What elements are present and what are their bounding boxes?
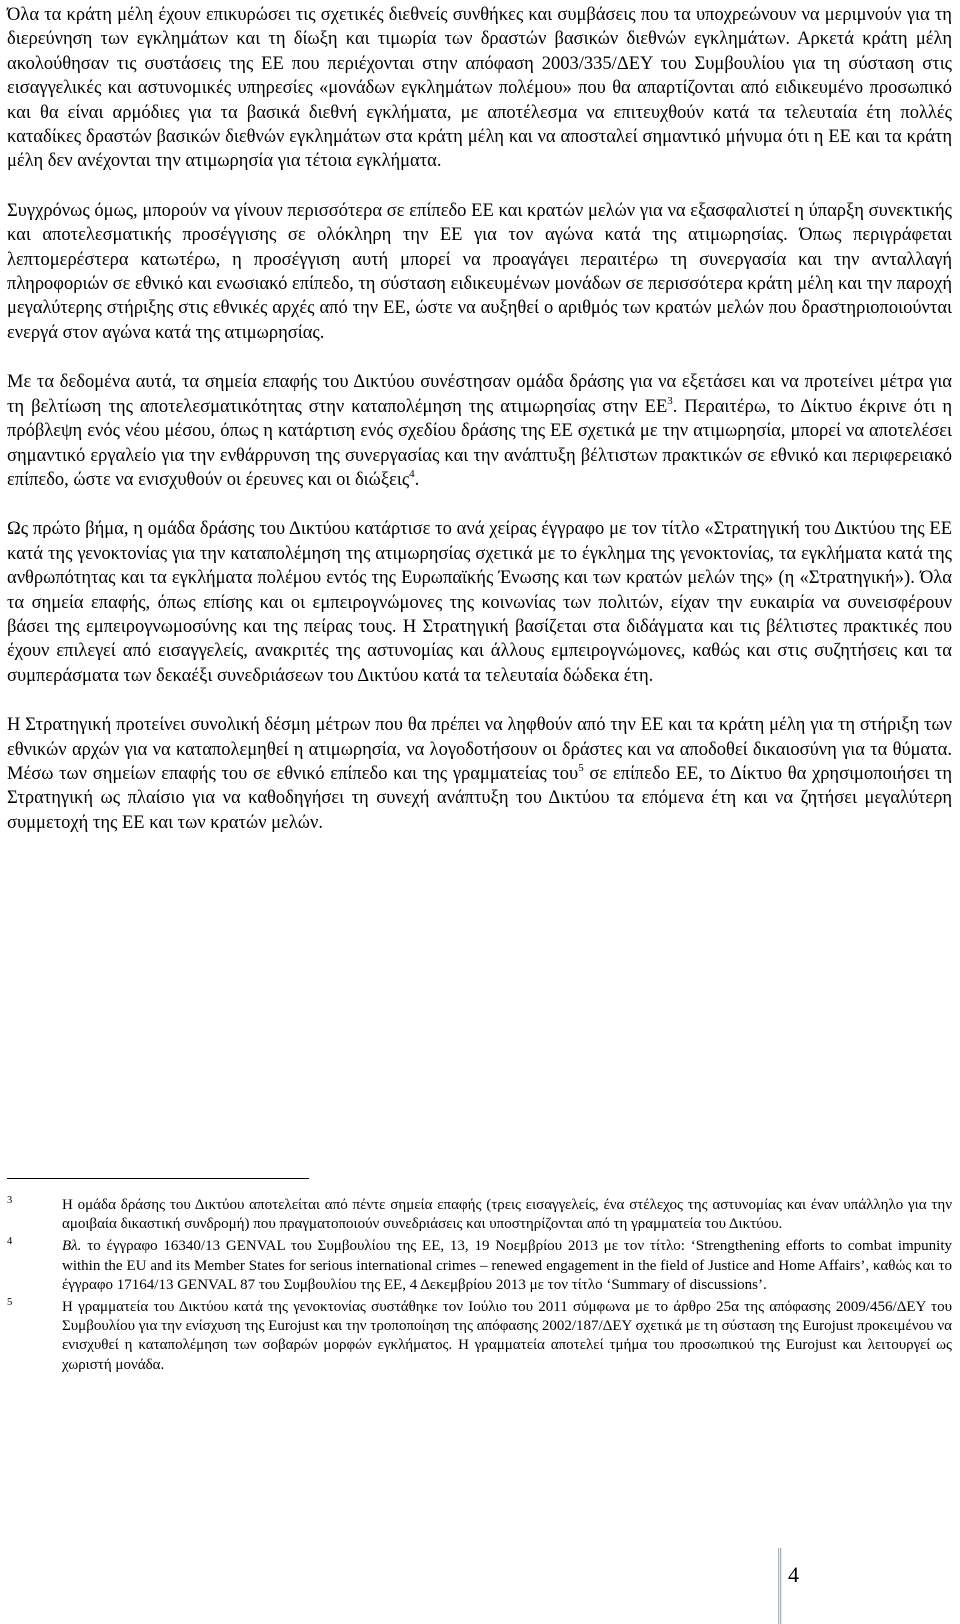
footnote-text-3: Η ομάδα δράσης του Δικτύου αποτελείται από πέντε σημεία επαφής (τρεις εισαγγελείς, ένα στέλεχος της αστυνομίας και έναν υπάλληλο για την αμοιβαία δικαστική συνδρομή) που πραγματοποιούν συνεδριάσεις και υποστηρίζονται από τη γραμματεία του Δικτύου. (62, 1197, 952, 1233)
paragraph-2 (7, 199, 952, 345)
footnote-number-4: 4 (7, 1236, 13, 1248)
footnote-text-4: το έγγραφο 16340/13 GENVAL του Συμβουλίου της ΕΕ, 13, 19 Νοεμβρίου 2013 με τον τίτλο: ‘Strengthening efforts to combat impunity within the EU and its Member States for serious international crimes – renewed engagement in the field of Justice and Home Affairs’, καθώς και το έγγραφο 17164/13 GENVAL 87 του Συμβουλίου της ΕΕ, 4 Δεκεμβρίου 2013 με τον τίτλο ‘Summary of discussions’. (62, 1238, 952, 1293)
footnote-text-5: Η γραμματεία του Δικτύου κατά της γενοκτονίας συστάθηκε τον Ιούλιο του 2011 σύμφωνα με το άρθρο 25α της απόφασης 2009/456/ΔΕΥ του Συμβουλίου για την ενίσχυση της Eurojust και την τροποποίηση της απόφασης 2002/187/ΔΕΥ σχετικά με τη σύσταση της Eurojust προκειμένου να ενισχυθεί η καταπολέμηση των σοβαρών μορφών εγκλήματος. Η γραμματεία αποτελεί τμήμα του προσωπικού της Eurojust και λειτουργεί ως χωριστή μονάδα. (62, 1299, 952, 1373)
footnote-separator (7, 1178, 309, 1179)
paragraph-4-text: Ως πρώτο βήμα, η ομάδα δράσης του Δικτύου κατάρτισε το ανά χείρας έγγραφο με τον τίτλο «Στρατηγική του Δικτύου της ΕΕ κατά της γενοκτονίας για την καταπολέμηση της ατιμωρησίας σχετικά με το έγκλημα της γενοκτονίας, τα εγκλήματα κατά της ανθρωπότητας και τα εγκλήματα πολέμου εντός της Ευρωπαϊκής Ένωσης και των κρατών μελών της» (η «Στρατηγική»). Όλα τα σημεία επαφής, όπως επίσης και οι εμπειρογνώμονες της κοινωνίας των πολιτών, είχαν την ευκαιρία να συνεισφέρουν βάσει της εμπειρογνωμοσύνης και της πείρας τους. Η Στρατηγική βασίζεται στα διδάγματα και τις βέλτιστες πρακτικές που έχουν επιλεγεί από εισαγγελείς, ανακριτές της αστυνομίας και άλλους εμπειρογνώμονες, καθώς και στις συζητήσεις και τα συμπεράσματα των δεκαέξι συνεδριάσεων του Δικτύου κατά τα τελευταία δώδεκα έτη. (7, 519, 952, 686)
paragraph-3-text-c: . (414, 469, 420, 490)
page-number-bar (778, 1548, 782, 1624)
paragraph-1-text: Όλα τα κράτη μέλη έχουν επικυρώσει τις σχετικές διεθνείς συνθήκες και συμβάσεις που τα υποχρεώνουν να μεριμνούν για τη διερεύνηση των εγκλημάτων και τη δίωξη και τιμωρία των δραστών βασικών διεθνών εγκλημάτων. Αρκετά κράτη μέλη ακολούθησαν τις συστάσεις της ΕΕ που περιέχονται στην απόφαση 2003/335/ΔΕΥ του Συμβουλίου για τη σύσταση στις εισαγγελικές και αστυνομικές υπηρεσίες «μονάδων εγκλημάτων πολέμου» που θα απαρτίζονται από ειδικευμένο προσωπικό και θα είναι αρμόδιες για τα βασικά διεθνή εγκλήματα, με αποτέλεσμα να επιτευχθούν κατά τα τελευταία έτη πολλές καταδίκες δραστών βασικών διεθνών εγκλημάτων στα κράτη μέλη και να αποσταλεί σημαντικό μήνυμα ότι η ΕΕ και τα κράτη μέλη δεν ανέχονται την ατιμωρησία για τέτοια εγκλήματα. (7, 5, 952, 172)
footnotes (7, 1196, 952, 1378)
paragraph-5-text-a: Η Στρατηγική προτείνει συνολική δέσμη μέτρων που θα πρέπει να ληφθούν από την ΕΕ και τα κράτη μέλη για τη στήριξη των εθνικών αρχών για να καταπολεμηθεί η ατιμωρησία, να λογοδοτήσουν οι δράστες και να αποδοθεί δικαιοσύνη για τα θύματα. Μέσω των σημείων επαφής του σε εθνικό επίπεδο και της γραμματείας του (7, 715, 952, 784)
footnote-3 (7, 1196, 952, 1234)
footnote-prefix-4: Βλ. (62, 1238, 82, 1255)
paragraph-5-text-b: σε επίπεδο ΕΕ, το Δίκτυο θα χρησιμοποιήσει τη Στρατηγική ως πλαίσιο για να καθοδηγήσει τη συνεχή ανάπτυξη του Δικτύου τα επόμενα έτη και να ζητήσει μεγαλύτερη συμμετοχή της ΕΕ και των κρατών μελών. (7, 763, 952, 833)
page-number: 4 (788, 1562, 799, 1587)
paragraph-4 (7, 517, 952, 688)
footnote-number-3: 3 (7, 1195, 13, 1206)
paragraph-3-text-b: . Περαιτέρω, το Δίκτυο έκρινε ότι η πρόβλεψη ενός νέου μέσου, όπως η κατάρτιση ενός σχεδίου δράσης της ΕΕ σχετικά με την ατιμωρησία, μπορεί να αποτελέσει σημαντικό εργαλείο για την ενθάρρυνση της συνεργασίας και την ανάπτυξη βέλτιστων πρακτικών σε εθνικό και περιφερειακό επίπεδο, ώστε να ενισχυθούν οι έρευνες και οι διώξεις (7, 396, 952, 490)
paragraph-3-text-a: Με τα δεδομένα αυτά, τα σημεία επαφής του Δικτύου συνέστησαν ομάδα δράσης για να εξετάσει και να προτείνει μέτρα για τη βελτίωση της αποτελεσματικότητας στην καταπολέμηση της ατιμωρησίας στην ΕΕ (7, 372, 952, 417)
paragraph-1 (7, 3, 952, 174)
paragraph-2-text: Συγχρόνως όμως, μπορούν να γίνουν περισσότερα σε επίπεδο ΕΕ και κρατών μελών για να εξασφαλιστεί η ύπαρξη συνεκτικής και αποτελεσματικής προσέγγισης σε ολόκληρη την ΕΕ για τον αγώνα κατά της ατιμωρησίας. Όπως περιγράφεται λεπτομερέστερα κατωτέρω, η προσέγγιση αυτή μπορεί να προαγάγει περαιτέρω τη συνεργασία και την ανταλλαγή πληροφοριών σε εθνικό και ενωσιακό επίπεδο, τη σύσταση ειδικευμένων μονάδων σε περισσότερα κράτη μέλη και την παροχή μεγαλύτερης στήριξης στις εθνικές αρχές από την ΕΕ, ώστε να αυξηθεί ο αριθμός των κρατών μελών που δραστηριοποιούνται ενεργά στον αγώνα κατά της ατιμωρησίας. (7, 200, 952, 343)
footnote-5 (7, 1298, 952, 1375)
paragraph-3 (7, 370, 952, 492)
footnote-ref-4[interactable]: 4 (409, 467, 415, 480)
footnote-ref-5[interactable]: 5 (578, 761, 584, 774)
paragraph-5 (7, 713, 952, 835)
footnote-ref-3[interactable]: 3 (667, 394, 673, 407)
body-text (7, 3, 952, 860)
footnote-number-5: 5 (7, 1297, 13, 1309)
footnote-4 (7, 1237, 952, 1295)
